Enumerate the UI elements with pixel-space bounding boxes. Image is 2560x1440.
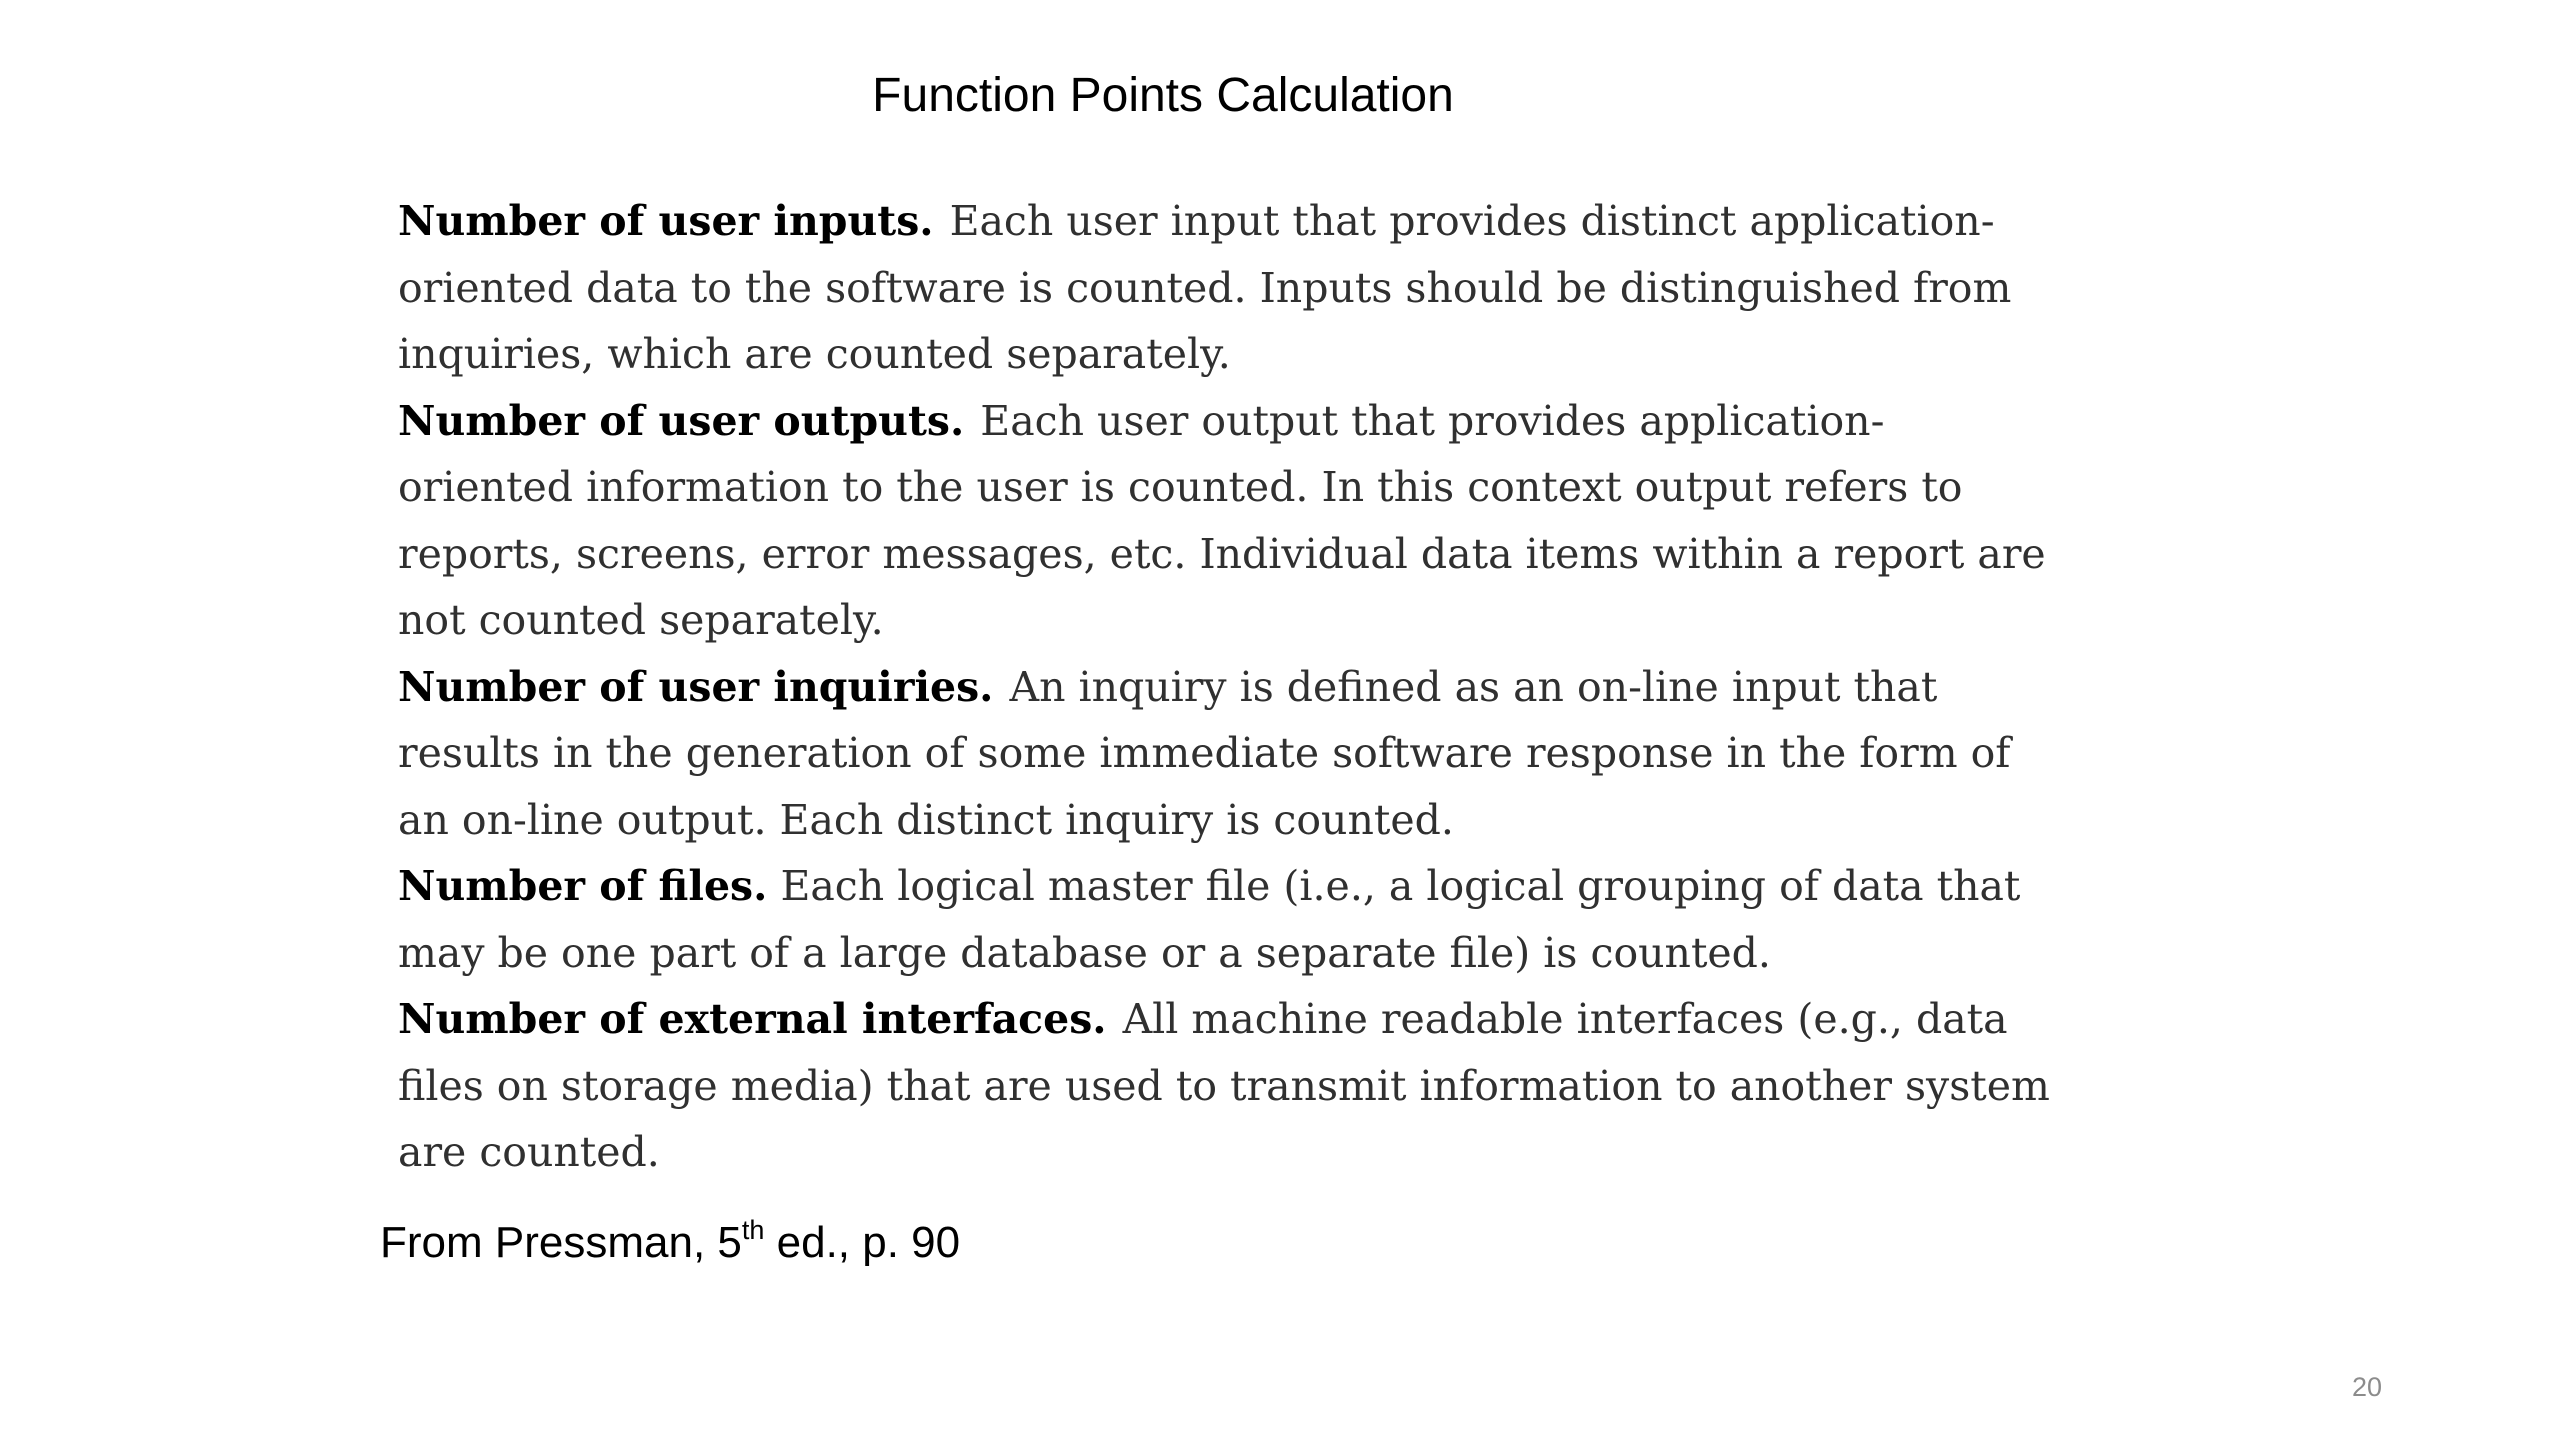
entry-external-interfaces [398,986,2058,1186]
entry-files [398,853,2058,986]
entry-user-inputs [398,188,2058,388]
book-excerpt [398,188,2058,1186]
entry-user-inquiries [398,654,2058,854]
page-number: 20 [2352,1372,2383,1402]
slide-title: Function Points Calculation [872,69,1454,122]
entry-text: Each logical master file (i.e., a logical grouping of data that may be one part of a large database or a separate file) is counted. [398,862,2021,977]
citation-prefix: From Pressman, 5 [380,1218,742,1267]
entry-text: An inquiry is defined as an on-line input that results in the generation of some immediate software response in the form of an on-line output. Each distinct inquiry is counted. [398,662,2011,844]
source-citation [380,1215,961,1268]
entry-term: Number of external interfaces. [398,995,1107,1043]
entry-term: Number of files. [398,862,768,910]
entry-term: Number of user inquiries. [398,662,994,711]
citation-suffix: ed., p. 90 [764,1218,961,1267]
entry-text: Each user input that provides distinct application-oriented data to the software is counted. Inputs should be distinguished from inquiries, which are counted separately. [398,197,2012,378]
citation-superscript: th [741,1215,765,1246]
entry-text: All machine readable interfaces (e.g., data files on storage media) that are used to transmit information to another system are counted. [398,995,2050,1176]
entry-user-outputs [398,388,2058,654]
entry-term: Number of user inputs. [398,197,934,245]
entry-term: Number of user outputs. [398,396,965,445]
entry-text: Each user output that provides application-oriented information to the user is counted. In this context output refers to reports, screens, error messages, etc. Individual data items within a report are not counted separately. [398,396,2046,644]
